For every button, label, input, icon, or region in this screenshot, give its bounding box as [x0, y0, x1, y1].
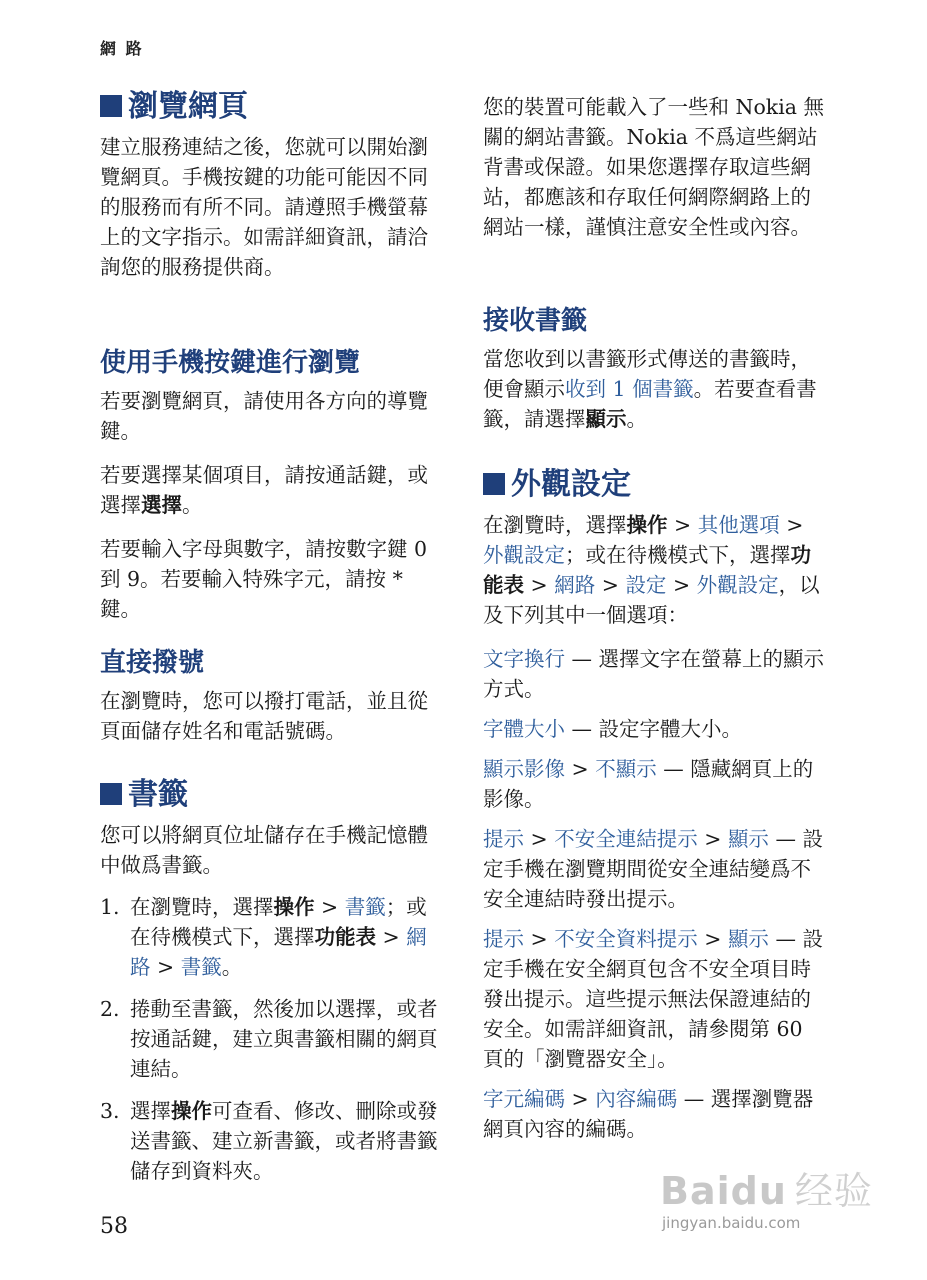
menu-link: 顯示 [727, 927, 769, 951]
separator: > [376, 925, 407, 949]
section-keys [100, 346, 445, 624]
menu-link: 提示 [483, 827, 524, 851]
text: 。若要查看書籤，請選擇 [483, 377, 817, 431]
section-bookmark-disclaimer [483, 92, 828, 242]
watermark-url: jingyan.baidu.com [662, 1214, 801, 1232]
separator: > [667, 513, 698, 537]
separator: > [314, 895, 345, 919]
text: 。 [182, 493, 203, 517]
logo-text: du [730, 1169, 787, 1213]
menu-link: 不顯示 [595, 757, 657, 781]
separator: > [565, 1087, 596, 1111]
paragraph: 您的裝置可能載入了一些和 Nokia 無關的網站書籤。Nokia 不爲這些網站背書或保證。如果您選擇存取這些網站，都應該和存取任何網際網路上的網站一樣，謹慎注意安全性或內容。 [483, 95, 825, 239]
logo-text: Bai [660, 1169, 731, 1213]
section-heading [100, 776, 445, 814]
menu-link: 提示 [483, 927, 524, 951]
text: 選擇 [130, 1099, 171, 1123]
menu-link: 顯示 [727, 827, 769, 851]
text: — 設定手機在安全網頁包含不安全項目時發出提示。這些提示無法保證連結的安全。如需詳細資訊，請參閱第 60 頁的「瀏覽器安全」。 [483, 927, 823, 1071]
heading-text: 外觀設定 [511, 467, 631, 502]
section-heading [100, 88, 445, 126]
section-receive-bookmarks [483, 304, 828, 434]
text: 當您收到以書籤形式傳送的書籤時，便會顯示 [483, 347, 811, 401]
text: ；或在待機模式下，選擇 [130, 895, 427, 949]
text: 在瀏覽時，選擇 [130, 895, 274, 919]
paragraph [100, 460, 445, 520]
menu-link: 字體大小 [483, 717, 565, 741]
watermark-logo [660, 1160, 873, 1215]
menu-term: 操作 [171, 1099, 212, 1123]
text: 若要選擇某個項目，請按通話鍵，或選擇 [100, 463, 428, 517]
paragraph: 若要瀏覽網頁，請使用各方向的導覽鍵。 [100, 389, 428, 443]
section-heading [483, 466, 828, 504]
square-bullet-icon [100, 783, 122, 805]
menu-link: 內容編碼 [595, 1087, 678, 1111]
menu-term: 操作 [626, 513, 668, 537]
section-dial [100, 646, 445, 746]
separator: > [697, 827, 728, 851]
screen-message: 收到 1 個書籤 [565, 377, 694, 401]
menu-link: 書籤 [344, 895, 386, 919]
text: ，以及下列其中一個選項： [483, 573, 820, 627]
text: 。 [626, 407, 647, 431]
text: ；或在待機模式下，選擇 [565, 543, 791, 567]
text: 在瀏覽時，選擇 [483, 513, 627, 537]
separator: > [524, 927, 555, 951]
baidu-watermark [660, 1160, 900, 1270]
text: — 選擇瀏覽器網頁內容的編碼。 [483, 1087, 814, 1141]
paragraph [483, 344, 828, 434]
paragraph: 建立服務連結之後，您就可以開始瀏覽網頁。手機按鍵的功能可能因不同的服務而有所不同。請遵照手機螢幕上的文字指示。如需詳細資訊，請洽詢您的服務提供商。 [100, 135, 428, 279]
separator: > [595, 573, 626, 597]
section-browse [100, 88, 445, 282]
menu-link: 外觀設定 [483, 543, 565, 567]
option-font-size [483, 714, 828, 744]
separator: > [150, 955, 181, 979]
option-text-wrap [483, 644, 828, 704]
subsection-heading: 使用手機按鍵進行瀏覽 [100, 348, 361, 378]
menu-term: 選擇 [141, 493, 182, 517]
separator: > [524, 573, 555, 597]
menu-link: 設定 [625, 573, 667, 597]
section-appearance [483, 466, 828, 1144]
square-bullet-icon [483, 473, 505, 495]
text: 可查看、修改、刪除或發送書籤、建立新書籤，或者將書籤儲存到資料夾。 [130, 1099, 438, 1183]
subsection-heading: 接收書籤 [483, 306, 588, 336]
step-number: 3. [100, 1099, 120, 1123]
menu-term: 顯示 [585, 407, 627, 431]
text: — 設定字體大小。 [565, 717, 743, 741]
separator: > [666, 573, 697, 597]
separator: > [524, 827, 555, 851]
text: — 隱藏網頁上的影像。 [483, 757, 814, 811]
menu-link: 書籤 [180, 955, 222, 979]
list-item [100, 1096, 445, 1186]
menu-term: 功能表 [483, 543, 811, 597]
option-unsafe-link-alert [483, 824, 828, 914]
option-show-images [483, 754, 828, 814]
paragraph: 在瀏覽時，您可以撥打電話，並且從頁面儲存姓名和電話號碼。 [100, 689, 428, 743]
menu-link: 其他選項 [697, 513, 780, 537]
text: — 設定手機在瀏覽期間從安全連結變爲不安全連結時發出提示。 [483, 827, 823, 911]
square-bullet-icon [100, 95, 122, 117]
separator: > [565, 757, 596, 781]
menu-link: 不安全資料提示 [554, 927, 698, 951]
menu-link: 網路 [130, 925, 427, 979]
section-bookmarks [100, 776, 445, 1198]
menu-link: 外觀設定 [696, 573, 779, 597]
menu-link: 字元編碼 [483, 1087, 565, 1111]
heading-text: 書籤 [128, 777, 188, 812]
menu-link: 不安全連結提示 [554, 827, 698, 851]
menu-link: 網路 [554, 573, 596, 597]
page-number: 58 [100, 1214, 128, 1239]
paragraph [483, 510, 828, 630]
option-character-encoding [483, 1084, 828, 1144]
menu-term: 操作 [273, 895, 315, 919]
step-number: 1. [100, 895, 120, 919]
option-unsafe-data-alert [483, 924, 828, 1074]
paragraph: 您可以將網頁位址儲存在手機記憶體中做爲書籤。 [100, 823, 428, 877]
text: 。 [221, 955, 243, 979]
list-item [100, 994, 445, 1084]
step-list [100, 892, 445, 1186]
running-head: 網 路 [100, 39, 144, 58]
menu-link: 文字換行 [483, 647, 565, 671]
separator: > [779, 513, 804, 537]
paragraph: 若要輸入字母與數字，請按數字鍵 0 到 9。若要輸入特殊字元，請按 * 鍵。 [100, 537, 428, 621]
heading-text: 瀏覽網頁 [128, 89, 248, 124]
menu-term: 功能表 [314, 925, 376, 949]
text: 捲動至書籤，然後加以選擇，或者按通話鍵，建立與書籤相關的網頁連結。 [130, 997, 438, 1081]
separator: > [697, 927, 728, 951]
text: — 選擇文字在螢幕上的顯示方式。 [483, 647, 825, 701]
menu-link: 顯示影像 [483, 757, 565, 781]
logo-text: 经验 [794, 1169, 873, 1213]
subsection-heading: 直接撥號 [100, 648, 205, 678]
list-item [100, 892, 445, 982]
step-number: 2. [100, 997, 120, 1021]
